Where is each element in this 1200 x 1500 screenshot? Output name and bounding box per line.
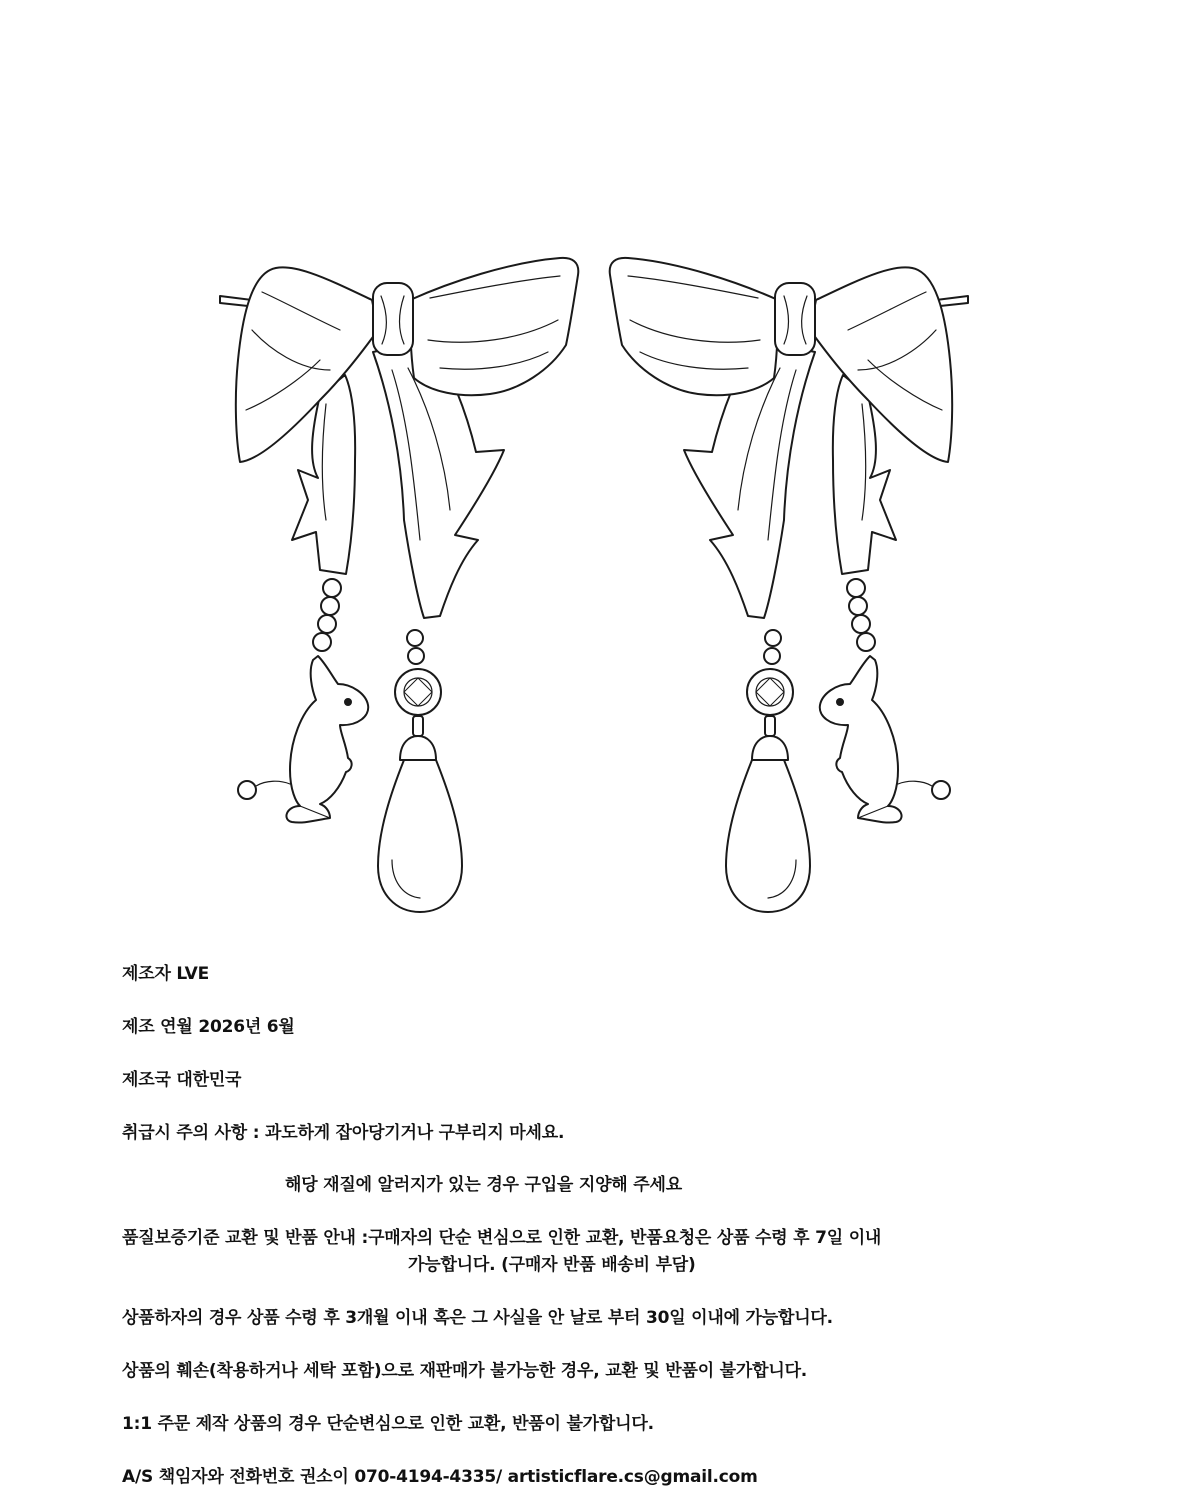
as-contact-text: A/S 책임자와 전화번호 권소이 070-4194-4335/ artisticflare.cs@gmail.com — [122, 1467, 758, 1487]
country-of-origin-text: 제조국 대한민국 — [122, 1070, 242, 1090]
damage-policy-text: 상품의 훼손(착용하거나 세탁 포함)으로 재판매가 불가능한 경우, 교환 및 반품이 불가합니다. — [122, 1361, 808, 1381]
defect-policy-text: 상품하자의 경우 상품 수령 후 3개월 이내 혹은 그 사실을 안 날로 부터 30일 이내에 가능합니다. — [122, 1308, 833, 1328]
custom-order-policy-text: 1:1 주문 제작 상품의 경우 단순변심으로 인한 교환, 반품이 불가합니다. — [122, 1414, 654, 1434]
manufacturer-text: 제조자 LVE — [122, 964, 210, 984]
exchange-policy-text: 품질보증기준 교환 및 반품 안내 :구매자의 단순 변심으로 인한 교환, 반품요청은 상품 수령 후 7일 이내 — [122, 1228, 882, 1248]
handling-caution-text: 취급시 주의 사항 : 과도하게 잡아당기거나 구부리지 마세요. — [122, 1123, 565, 1143]
allergy-caution-text: 해당 재질에 알러지가 있는 경우 구입을 지양해 주세요 — [285, 1175, 682, 1195]
manufacture-date-text: 제조 연월 2026년 6월 — [122, 1017, 295, 1037]
exchange-policy-continued-text: 가능합니다. (구매자 반품 배송비 부담) — [408, 1255, 696, 1275]
